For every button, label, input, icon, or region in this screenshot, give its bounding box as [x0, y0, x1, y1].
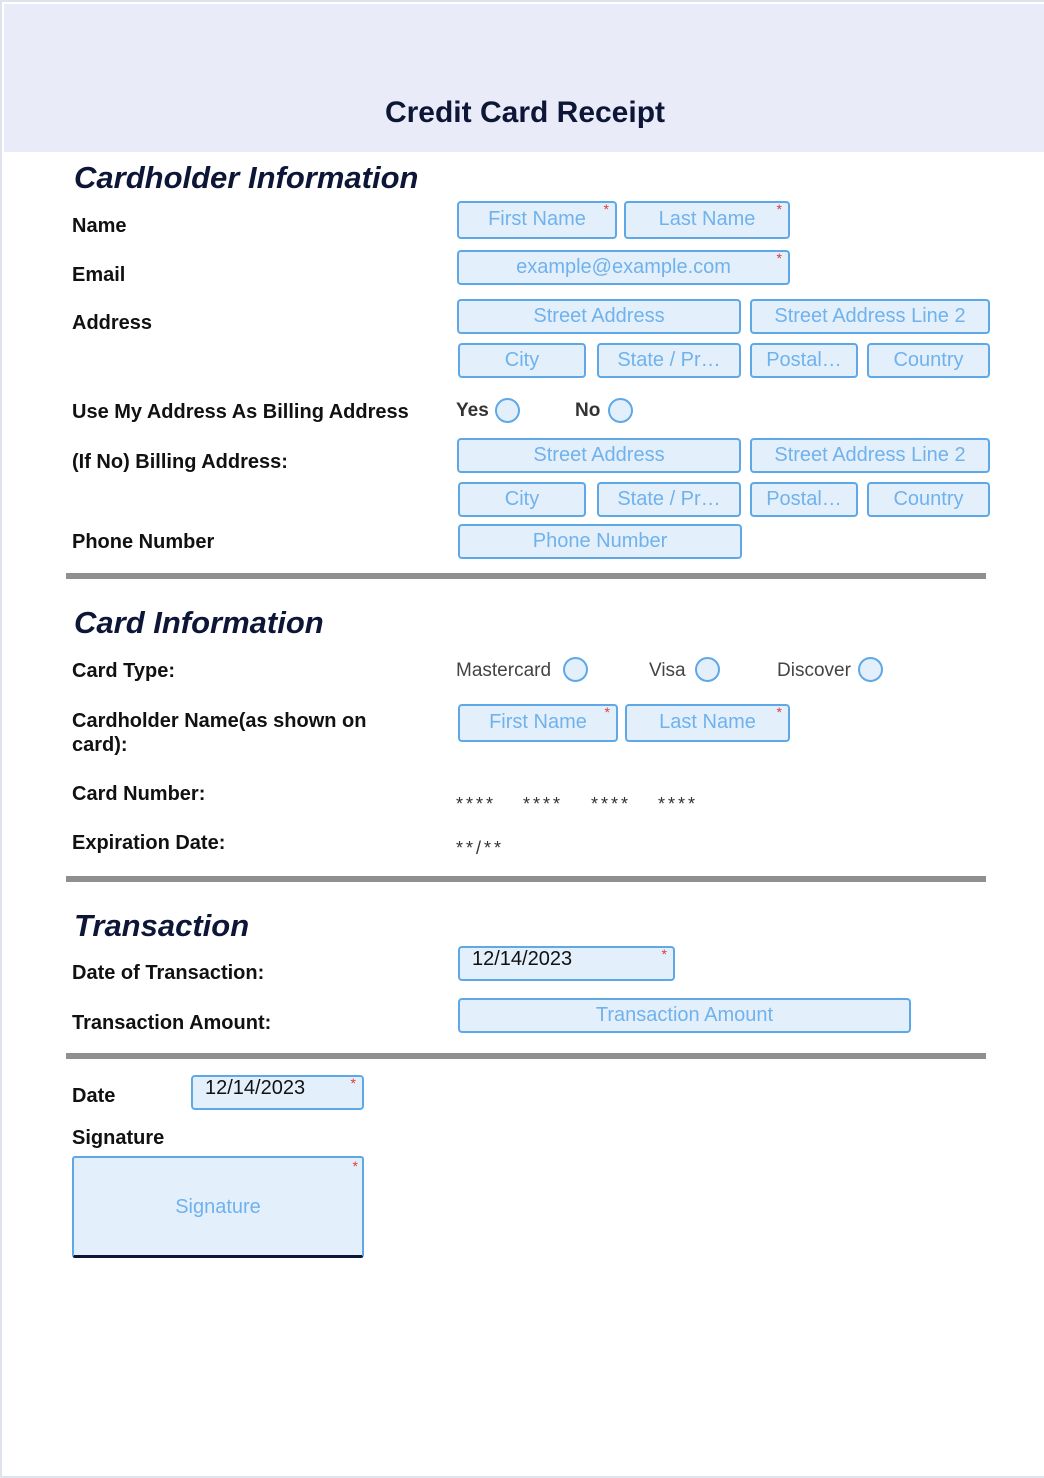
last-name-input[interactable] — [624, 201, 790, 239]
page-title: Credit Card Receipt — [384, 96, 666, 129]
card-number-group-2[interactable]: **** — [523, 794, 564, 814]
phone-label: Phone Number — [72, 531, 215, 553]
yes-label: Yes — [456, 400, 489, 421]
email-placeholder: example@example.com — [516, 256, 731, 278]
name-label: Name — [72, 215, 127, 237]
country-input[interactable]: Country — [867, 343, 990, 378]
required-marker: * — [776, 704, 782, 720]
city-input[interactable]: City — [458, 343, 586, 378]
no-radio[interactable] — [608, 398, 633, 423]
billing-city-input[interactable]: City — [458, 482, 586, 517]
postal-input[interactable]: Postal… — [750, 343, 858, 378]
required-marker: * — [604, 704, 610, 720]
cardholder-name-label: Cardholder Name(as shown on card): — [72, 710, 367, 756]
billing-address-label: (If No) Billing Address: — [72, 451, 288, 473]
date-value: 12/14/2023 — [205, 1077, 306, 1099]
date-input[interactable] — [191, 1075, 364, 1110]
billing-country-input[interactable]: Country — [867, 482, 990, 517]
transaction-date-label: Date of Transaction: — [72, 962, 265, 984]
cardholder-section-title: Cardholder Information — [74, 160, 419, 195]
transaction-amount-label: Transaction Amount: — [72, 1012, 272, 1034]
billing-street-address-input[interactable]: Street Address — [457, 438, 741, 473]
expiration-label: Expiration Date: — [72, 832, 226, 854]
email-input[interactable] — [457, 250, 790, 285]
card-number-label: Card Number: — [72, 783, 206, 805]
first-name-placeholder: First Name — [488, 208, 586, 230]
section-divider — [66, 1053, 986, 1059]
expiration-input[interactable]: **/** — [456, 838, 505, 858]
section-divider — [66, 876, 986, 882]
card-last-name-placeholder: Last Name — [659, 711, 756, 733]
required-marker: * — [776, 201, 782, 217]
section-divider — [66, 573, 986, 579]
billing-question-label: Use My Address As Billing Address — [72, 401, 409, 423]
street-address-input[interactable]: Street Address — [457, 299, 741, 334]
signature-label: Signature — [72, 1127, 165, 1149]
transaction-date-input[interactable] — [458, 946, 675, 981]
billing-postal-input[interactable]: Postal… — [750, 482, 858, 517]
yes-radio[interactable] — [495, 398, 520, 423]
signature-pad[interactable] — [72, 1156, 364, 1258]
required-marker: * — [603, 201, 609, 217]
state-input[interactable]: State / Pr… — [597, 343, 741, 378]
card-section-title: Card Information — [74, 605, 324, 640]
required-marker: * — [776, 250, 782, 266]
required-marker: * — [661, 946, 667, 962]
discover-radio[interactable] — [858, 657, 883, 682]
visa-radio[interactable] — [695, 657, 720, 682]
last-name-placeholder: Last Name — [658, 208, 756, 230]
discover-label: Discover — [777, 660, 851, 681]
mastercard-radio[interactable] — [563, 657, 588, 682]
transaction-amount-input[interactable]: Transaction Amount — [458, 998, 911, 1033]
transaction-section-title: Transaction — [74, 908, 250, 943]
mastercard-label: Mastercard — [456, 660, 552, 681]
phone-input[interactable]: Phone Number — [458, 524, 742, 559]
card-number-group-1[interactable]: **** — [456, 794, 497, 814]
card-number-group-4[interactable]: **** — [658, 794, 699, 814]
required-marker: * — [350, 1075, 356, 1091]
billing-street-address-line2-input[interactable]: Street Address Line 2 — [750, 438, 990, 473]
card-first-name-placeholder: First Name — [489, 711, 587, 733]
billing-state-input[interactable]: State / Pr… — [597, 482, 741, 517]
date-label: Date — [72, 1085, 116, 1107]
address-label: Address — [72, 312, 153, 334]
first-name-input[interactable] — [457, 201, 617, 239]
visa-label: Visa — [649, 660, 686, 681]
card-first-name-input[interactable] — [458, 704, 618, 742]
required-marker: * — [352, 1158, 358, 1174]
card-number-group-3[interactable]: **** — [591, 794, 632, 814]
signature-placeholder: Signature — [175, 1196, 261, 1218]
card-type-label: Card Type: — [72, 660, 175, 682]
email-label: Email — [72, 264, 126, 286]
no-label: No — [575, 400, 601, 421]
form-header — [4, 4, 1044, 152]
card-last-name-input[interactable] — [625, 704, 790, 742]
transaction-date-value: 12/14/2023 — [472, 948, 573, 970]
street-address-line2-input[interactable]: Street Address Line 2 — [750, 299, 990, 334]
